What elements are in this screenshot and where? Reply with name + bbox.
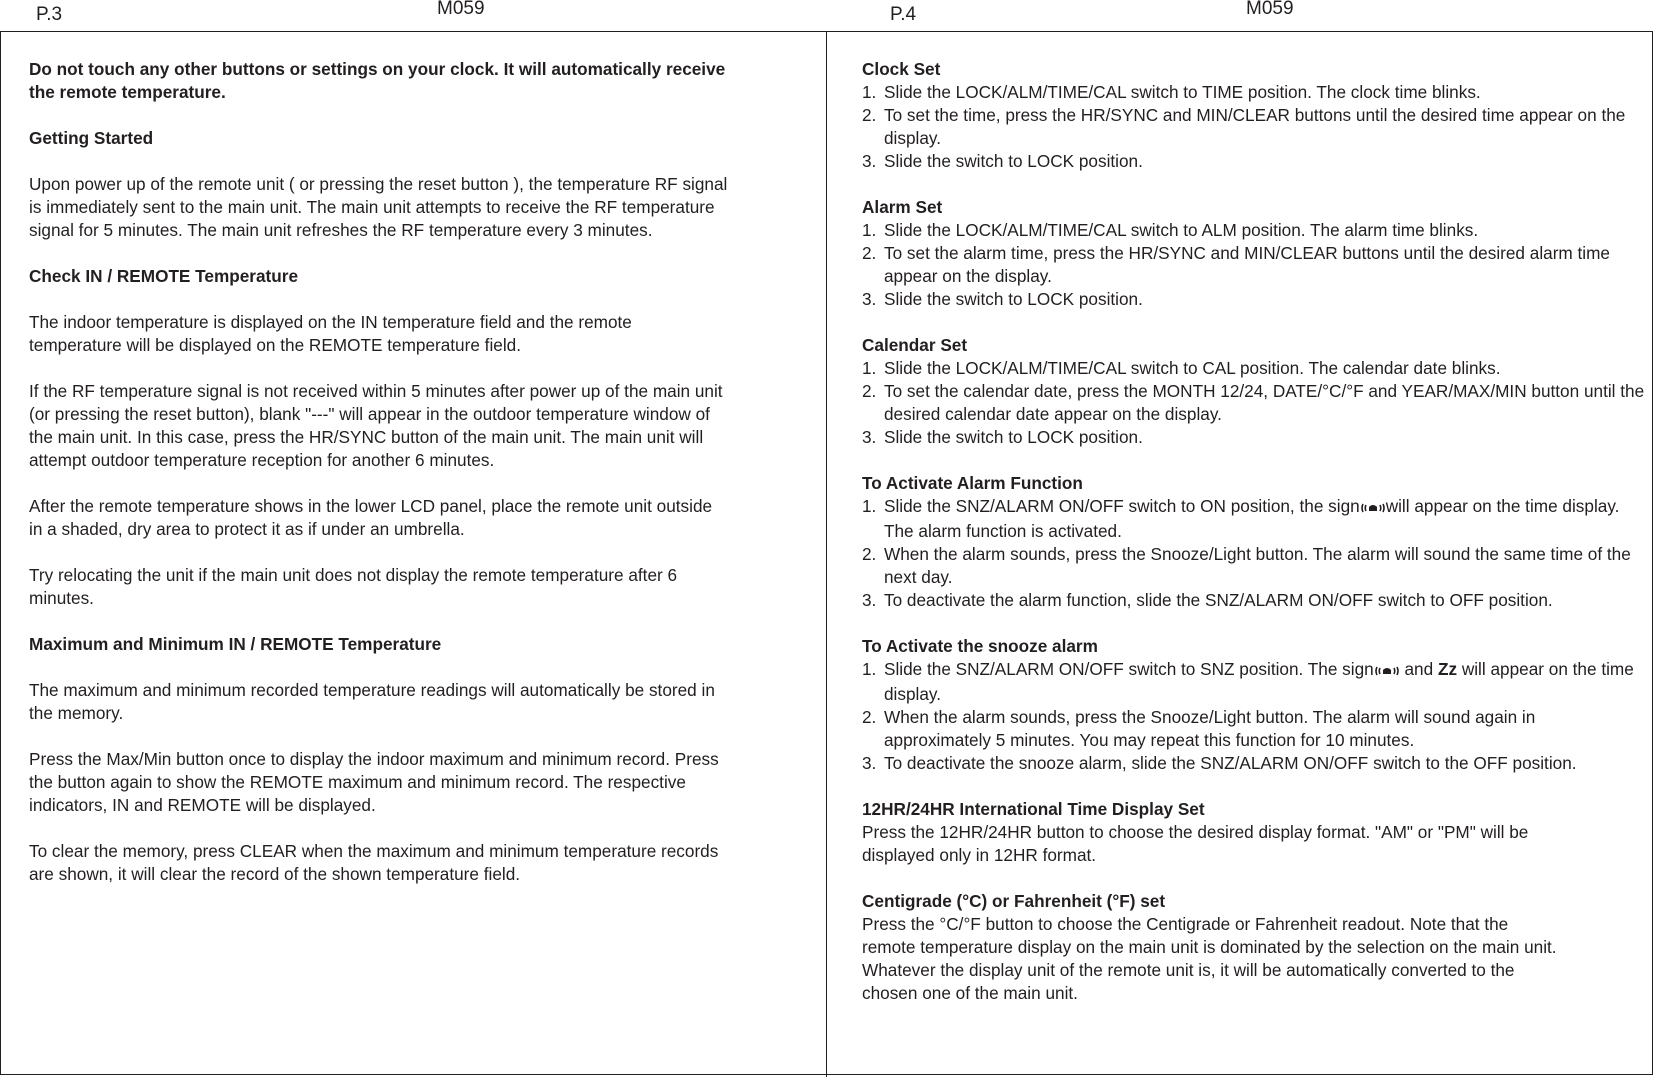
- activate-alarm-section: [862, 472, 1647, 612]
- step-text: will appear on the time display. The alarm function is activated.: [884, 496, 1620, 541]
- step-text: To set the time, press the HR/SYNC and MIN/CLEAR buttons until the desired time appear on the display.: [884, 105, 1626, 148]
- step-text: Slide the SNZ/ALARM ON/OFF switch to SNZ position. The sign: [884, 659, 1374, 679]
- step-number: 2.: [862, 544, 877, 564]
- clock-set-section: [862, 58, 1647, 173]
- step-text: Slide the SNZ/ALARM ON/OFF switch to ON position, the sign: [884, 496, 1360, 516]
- time-display-heading: 12HR/24HR International Time Display Set: [862, 799, 1205, 819]
- left-model-number: M059: [437, 0, 485, 19]
- step-text: Slide the LOCK/ALM/TIME/CAL switch to CAL position. The calendar date blinks.: [884, 358, 1501, 378]
- maxmin-heading: Maximum and Minimum IN / REMOTE Temperature: [29, 634, 442, 654]
- check-temperature-heading: Check IN / REMOTE Temperature: [29, 266, 299, 286]
- step-number: 2.: [862, 105, 877, 125]
- step-text: and: [1404, 659, 1434, 679]
- alarm-set-section: [862, 196, 1647, 311]
- list-item: [862, 81, 1647, 104]
- step-number: 3.: [862, 151, 877, 171]
- alarm-set-heading: Alarm Set: [862, 197, 943, 217]
- alarm-bell-icon: [1361, 497, 1385, 520]
- left-page-content: [29, 58, 794, 909]
- step-text: To deactivate the alarm function, slide the SNZ/ALARM ON/OFF switch to OFF position.: [884, 590, 1553, 610]
- step-number: 3.: [862, 427, 877, 447]
- list-item: [862, 357, 1647, 380]
- right-page-content: [862, 58, 1647, 1028]
- check-temperature-text-4: Try relocating the unit if the main unit does not display the remote temperature after 6 minutes.: [29, 565, 678, 608]
- calendar-set-heading: Calendar Set: [862, 335, 968, 355]
- list-item: [862, 288, 1647, 311]
- alarm-set-steps: [862, 219, 1647, 311]
- list-item: [862, 752, 1647, 775]
- step-number: 1.: [862, 220, 877, 240]
- clock-set-heading: Clock Set: [862, 59, 941, 79]
- step-number: 2.: [862, 243, 877, 263]
- check-temperature-text-3: After the remote temperature shows in the lower LCD panel, place the remote unit outside in a shaded, dry area to protect it as if under an umbrella.: [29, 496, 713, 539]
- step-text: When the alarm sounds, press the Snooze/Light button. The alarm will sound again in approximately 5 minutes. You may repeat this function for 10 minutes.: [884, 707, 1536, 750]
- step-number: 1.: [862, 496, 877, 516]
- step-number: 1.: [862, 358, 877, 378]
- right-model-number: M059: [1246, 0, 1294, 19]
- temperature-unit-text: Press the °C/°F button to choose the Centigrade or Fahrenheit readout. Note that the remote temperature display on the main unit is dominated by the selection on the main unit. Whatever the display unit of the remote unit is, it will be automatically converted to the chosen one of the main unit.: [862, 914, 1557, 1003]
- right-page-number: P.4: [890, 4, 917, 25]
- maxmin-text-1: The maximum and minimum recorded temperature readings will automatically be stored in the memory.: [29, 680, 715, 723]
- step-text: To set the calendar date, press the MONTH 12/24, DATE/°C/°F and YEAR/MAX/MIN button until the desired calendar date appear on the display.: [884, 381, 1645, 424]
- getting-started-text: Upon power up of the remote unit ( or pressing the reset button ), the temperature RF signal is immediately sent to the main unit. The main unit attempts to receive the RF temperature signal for 5 minutes. The main unit refreshes the RF temperature every 3 minutes.: [29, 174, 728, 240]
- step-number: 3.: [862, 753, 877, 773]
- step-text: Slide the LOCK/ALM/TIME/CAL switch to ALM position. The alarm time blinks.: [884, 220, 1479, 240]
- step-text: will appear on the time display.: [884, 659, 1634, 704]
- time-display-section: [862, 798, 1647, 867]
- list-item: [862, 426, 1647, 449]
- step-number: 2.: [862, 707, 877, 727]
- check-temperature-text-2: If the RF temperature signal is not received within 5 minutes after power up of the main unit (or pressing the reset button), blank "---" will appear in the outdoor temperature window of the main unit. In this case, press the HR/SYNC button of the main unit. The main unit will attempt outdoor temperature reception for another 6 minutes.: [29, 381, 723, 470]
- snooze-alarm-heading: To Activate the snooze alarm: [862, 636, 1098, 656]
- snooze-alarm-steps: [862, 658, 1647, 775]
- time-display-text: Press the 12HR/24HR button to choose the desired display format. "AM" or "PM" will be displayed only in 12HR format.: [862, 822, 1529, 865]
- left-page-number: P.3: [36, 4, 63, 25]
- temperature-unit-heading: Centigrade (°C) or Fahrenheit (°F) set: [862, 891, 1166, 911]
- list-item: [862, 104, 1647, 150]
- list-item: [862, 706, 1647, 752]
- maxmin-text-2: Press the Max/Min button once to display the indoor maximum and minimum record. Press the button again to show the REMOTE maximum and minimum record. The respective indicators, IN and REMOTE will be displayed.: [29, 749, 719, 815]
- list-item: [862, 543, 1647, 589]
- alarm-bell-icon: [1375, 660, 1399, 683]
- step-text: To deactivate the snooze alarm, slide the SNZ/ALARM ON/OFF switch to the OFF position.: [884, 753, 1577, 773]
- list-item: [862, 219, 1647, 242]
- step-text: To set the alarm time, press the HR/SYNC and MIN/CLEAR buttons until the desired alarm time appear on the display.: [884, 243, 1610, 286]
- activate-alarm-steps: [862, 495, 1647, 612]
- step-number: 3.: [862, 289, 877, 309]
- step-text: Slide the switch to LOCK position.: [884, 289, 1143, 309]
- step-number: 3.: [862, 590, 877, 610]
- intro-warning: Do not touch any other buttons or settings on your clock. It will automatically receive the remote temperature.: [29, 59, 726, 102]
- list-item: [862, 495, 1647, 543]
- calendar-set-steps: [862, 357, 1647, 449]
- activate-alarm-heading: To Activate Alarm Function: [862, 473, 1083, 493]
- getting-started-heading: Getting Started: [29, 128, 154, 148]
- temperature-unit-section: [862, 890, 1647, 1005]
- list-item: [862, 589, 1647, 612]
- check-temperature-text-1: The indoor temperature is displayed on the IN temperature field and the remote temperature will be displayed on the REMOTE temperature field.: [29, 312, 632, 355]
- step-text: Slide the LOCK/ALM/TIME/CAL switch to TIME position. The clock time blinks.: [884, 82, 1481, 102]
- step-number: 2.: [862, 381, 877, 401]
- snooze-zz-symbol: Zz: [1437, 659, 1458, 679]
- list-item: [862, 380, 1647, 426]
- step-number: 1.: [862, 82, 877, 102]
- clock-set-steps: [862, 81, 1647, 173]
- calendar-set-section: [862, 334, 1647, 449]
- list-item: [862, 242, 1647, 288]
- step-number: 1.: [862, 659, 877, 679]
- step-text: Slide the switch to LOCK position.: [884, 427, 1143, 447]
- snooze-alarm-section: [862, 635, 1647, 775]
- list-item: [862, 658, 1647, 706]
- maxmin-text-3: To clear the memory, press CLEAR when the maximum and minimum temperature records are shown, it will clear the record of the shown temperature field.: [29, 841, 719, 884]
- step-text: Slide the switch to LOCK position.: [884, 151, 1143, 171]
- list-item: [862, 150, 1647, 173]
- step-text: When the alarm sounds, press the Snooze/Light button. The alarm will sound the same time of the next day.: [884, 544, 1631, 587]
- page-divider: [826, 31, 827, 1077]
